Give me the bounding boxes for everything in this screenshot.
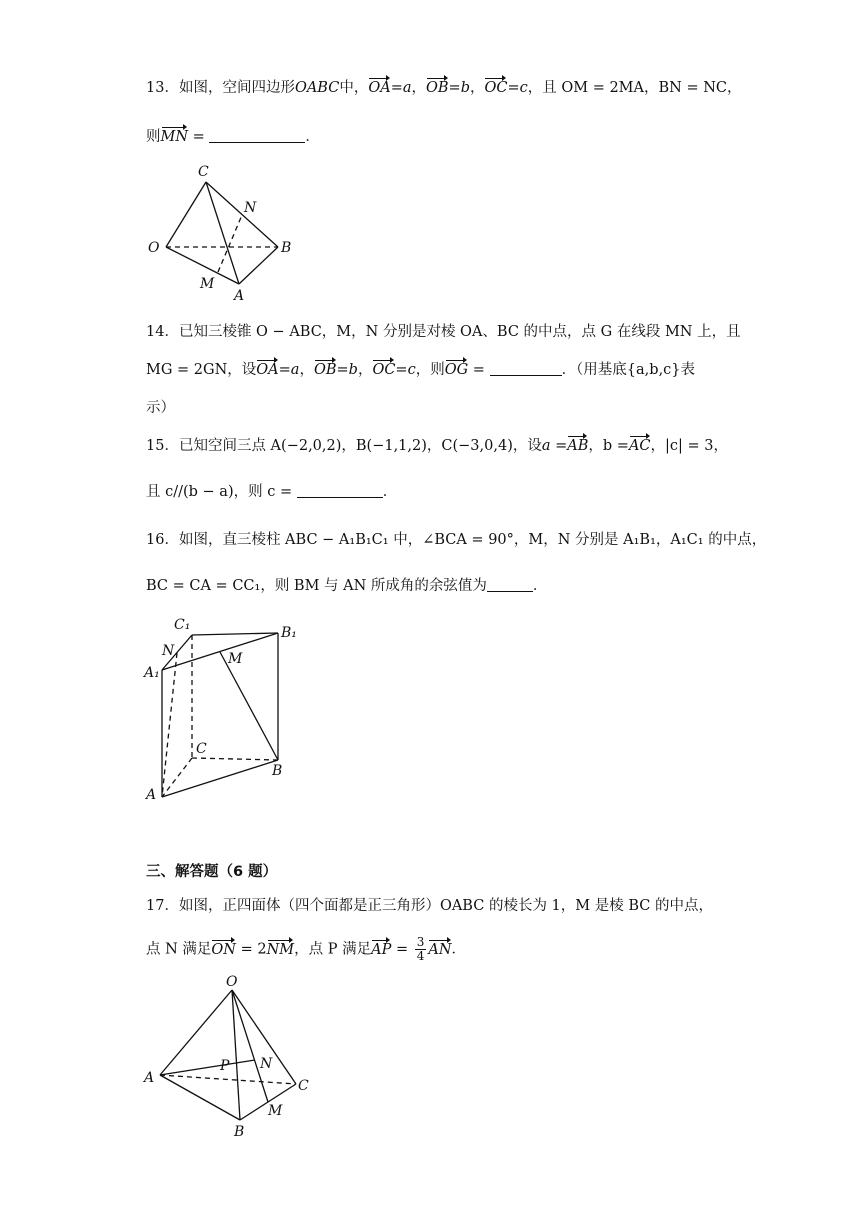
q13-line2: 则MN = ． bbox=[146, 129, 320, 145]
vector-ap: AP bbox=[371, 941, 392, 958]
vector-og: OG bbox=[444, 362, 469, 378]
label-n: N bbox=[162, 643, 175, 659]
label-b: B bbox=[234, 1124, 245, 1140]
q17-line1: 17．如图，正四面体（四个面都是正三角形）OABC 的棱长为 1，M 是棱 BC 的中点， bbox=[146, 898, 713, 914]
label-n: N bbox=[260, 1056, 273, 1072]
label-b1: B₁ bbox=[281, 625, 297, 641]
vector-on: ON bbox=[211, 941, 236, 958]
figure-q13 bbox=[140, 160, 320, 310]
label-a: A bbox=[234, 288, 245, 304]
q16-number: 16． bbox=[146, 532, 179, 548]
fraction-three-quarters: $\frac{3}{4}$ bbox=[416, 935, 425, 963]
vector-mn: MN bbox=[160, 129, 189, 145]
q14-number: 14． bbox=[146, 324, 179, 340]
q14-line2: MG = 2GN，设OA=a，OB=b，OC=c，则OG = ．（用基底{a,b,c}表 bbox=[146, 362, 696, 378]
segment-an bbox=[160, 1060, 255, 1075]
figure-q17 bbox=[140, 970, 320, 1140]
label-p: P bbox=[220, 1058, 230, 1074]
answer-blank-16[interactable] bbox=[487, 577, 533, 592]
label-a: A bbox=[144, 1070, 155, 1086]
q15-number: 15． bbox=[146, 438, 179, 454]
q15-line2: 且 c//(b − a)，则 c = ． bbox=[146, 484, 398, 500]
q14-line1: 14．已知三棱锥 O − ABC，M，N 分别是对棱 OA、BC 的中点，点 G 在线段 MN 上，且 bbox=[146, 324, 741, 340]
edge-a1b1 bbox=[162, 633, 278, 670]
edge-ab bbox=[160, 1075, 240, 1120]
label-c1: C₁ bbox=[174, 617, 191, 633]
q13-number: 13． bbox=[146, 80, 179, 96]
vector-ab: AB bbox=[567, 438, 589, 454]
answer-blank-15[interactable] bbox=[297, 483, 383, 498]
label-n: N bbox=[244, 200, 257, 216]
label-b: B bbox=[272, 763, 283, 779]
label-o: O bbox=[148, 240, 160, 256]
answer-blank-13[interactable] bbox=[209, 128, 305, 143]
label-a1: A₁ bbox=[144, 665, 160, 681]
q16-line1: 16．如图，直三棱柱 ABC − A₁B₁C₁ 中，∠BCA = 90°，M，N 分别是 A₁B₁，A₁C₁ 的中点， bbox=[146, 532, 767, 548]
segment-mn bbox=[218, 215, 242, 272]
vector-oc: OC bbox=[372, 362, 396, 378]
label-b: B bbox=[281, 240, 292, 256]
edge-cb-hidden bbox=[192, 758, 278, 760]
q13-line1: 13．如图，空间四边形OABC中，OA=a，OB=b，OC=c，且 OM = 2MA，BN = NC， bbox=[146, 80, 742, 96]
label-m: M bbox=[268, 1103, 283, 1119]
vector-ac: AC bbox=[628, 438, 651, 454]
edge-ab bbox=[162, 760, 278, 797]
edge-ca-hidden bbox=[162, 758, 192, 797]
label-m: M bbox=[200, 276, 215, 292]
segment-an-hidden bbox=[162, 653, 177, 797]
vector-ob: OB bbox=[426, 80, 449, 96]
label-c: C bbox=[198, 164, 209, 180]
vector-oc: OC bbox=[484, 80, 508, 96]
edge-oc bbox=[166, 182, 206, 247]
label-c: C bbox=[196, 741, 207, 757]
section-title: 三、解答题（6 题） bbox=[146, 864, 278, 880]
label-m: M bbox=[228, 651, 243, 667]
q17-line2: 点 N 满足ON = 2NM，点 P 满足AP = $\frac{3}{4}$ AN． bbox=[146, 935, 467, 963]
label-o: O bbox=[226, 974, 238, 990]
q16-line2: BC = CA = CC₁，则 BM 与 AN 所成角的余弦值为 ． bbox=[146, 578, 548, 594]
vector-ob: OB bbox=[313, 362, 337, 378]
label-a: A bbox=[146, 787, 157, 803]
q15-line1: 15．已知空间三点 A(−2,0,2)，B(−1,1,2)，C(−3,0,4)，设a =AB，b =AC，|c| = 3， bbox=[146, 438, 729, 454]
edge-ba bbox=[239, 247, 278, 284]
edge-ac-hidden bbox=[160, 1075, 296, 1084]
q17-number: 17． bbox=[146, 898, 179, 914]
label-c: C bbox=[298, 1078, 309, 1094]
vector-nm: NM bbox=[266, 941, 295, 958]
answer-blank-14[interactable] bbox=[490, 361, 562, 376]
q14-line3: 示） bbox=[146, 400, 175, 416]
vector-oa: OA bbox=[368, 80, 391, 96]
edge-c1b1 bbox=[192, 633, 278, 635]
vector-an: AN bbox=[428, 941, 452, 958]
segment-bm bbox=[220, 652, 278, 760]
vector-oa: OA bbox=[256, 362, 279, 378]
figure-q16 bbox=[140, 615, 320, 820]
